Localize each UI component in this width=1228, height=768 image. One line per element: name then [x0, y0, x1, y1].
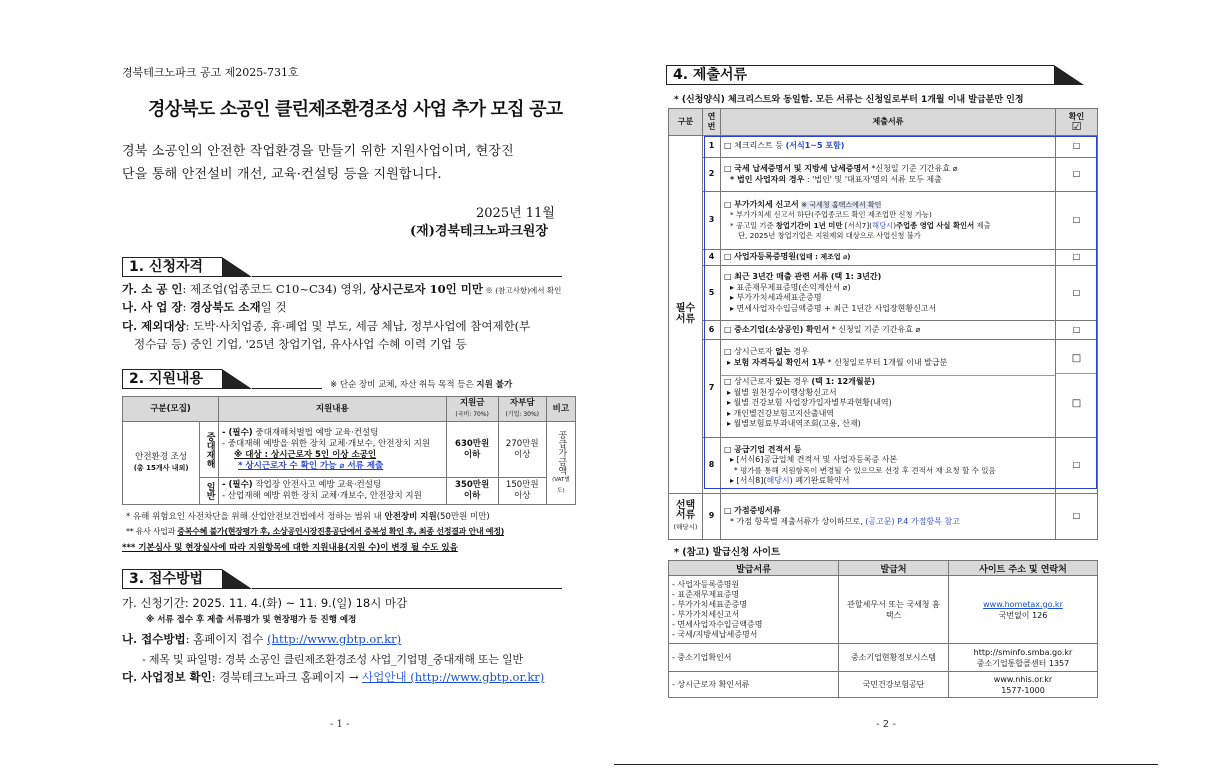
page-number-1: - 1 - — [330, 719, 350, 730]
eligibility-a: 가. 소 공 인: 제조업(업종코드 C10~C34) 영위, 상시근로자 10인 미만 ※ (참고사항)에서 확인 — [122, 282, 562, 296]
doc-7: □ 상시근로자 없는 경우 ▸ 보험 자격득실 확인서 1부 * 신청일로부터 1개월 이내 발급분 □ 상시근로자 있는 경우 (택 1: 12개월분) ▸ 월별 원천징수이행상황신고서 ▸ 월별 건강보험 사업장가입자별부과현황(내역) ▸ 개인별건강보험고지산출내역 ▸ 월별보험료부과내역조회(고용, 산재) — [721, 340, 1056, 438]
check-2[interactable]: □ — [1056, 158, 1098, 192]
serious-content: - (필수) 중대재해처벌법 예방 교육·컨설팅 - 중대재해 예방을 위한 장치 교체·개보수, 안전장치 지원 ※ 대상 : 상시근로자 5인 이상 소공인 * 상시근로자 수 확인 가능 ⌀ 서류 제출 — [219, 422, 447, 478]
section-2-note: ※ 단순 장비 교체, 자산 취득 목적 등은 지원 불가 — [330, 380, 513, 390]
doc-9: □ 가점증빙서류 * 가점 항목별 제출서류가 상이하므로, (공고문) P.4 가점항목 참고 — [721, 494, 1056, 540]
ref-r2-site: http://sminfo.smba.go.kr 중소기업통합콜센터 1357 — [949, 644, 1098, 672]
check-3[interactable]: □ — [1056, 192, 1098, 250]
section-2-heading: 2. 지원내용 — [122, 369, 222, 389]
ref-r2-doc: - 중소기업확인서 — [669, 644, 839, 672]
col-check: 확인 ☑ — [1056, 109, 1098, 136]
ref-doc-item: - 부가가치세표준증명 — [672, 599, 747, 609]
ref-doc-item: - 표준재무제표증명 — [672, 589, 740, 599]
check-8[interactable]: □ — [1056, 438, 1098, 494]
general-support: 350만원 이하 — [446, 478, 498, 505]
reference-table — [668, 560, 1098, 698]
apply-period: 가. 신청기간: 2025. 11. 4.(화) ~ 11. 9.(일) 18시 마감 — [122, 596, 408, 610]
ref-r2-org: 중소기업현황정보시스템 — [839, 644, 949, 672]
cat-optional: 선택 서류 (해당시) — [669, 494, 703, 540]
footnote-2: ** 유사 사업과 중복수혜 불가(현장평가 후, 소상공인시장진흥공단에서 중복성 확인 후, 최종 선정결과 안내 예정) — [126, 527, 505, 536]
col-support: 지원금 (국비: 70%) — [446, 397, 498, 422]
check-7a[interactable]: □ — [1056, 344, 1097, 374]
page-number-2: - 2 - — [876, 719, 896, 730]
issuer: (재)경북테크노파크원장 — [410, 224, 548, 239]
col-self: 자부담 (기업: 30%) — [498, 397, 546, 422]
support-table — [122, 396, 576, 505]
section-2-rule — [252, 388, 322, 389]
col-no: 연번 — [703, 109, 721, 136]
intro-line-2: 단을 통해 안전설비 개선, 교육·컨설팅 등을 지원합니다. — [122, 167, 442, 182]
nhis-link[interactable]: www.nhis.or.kr — [993, 674, 1053, 684]
issue-date: 2025년 11월 — [476, 206, 555, 221]
doc-1: □ 체크리스트 등 (서식1~5 포함) — [721, 136, 1056, 158]
section-1-rule — [252, 276, 562, 277]
doc-6: □ 중소기업(소상공인) 확인서 * 신청일 기준 기간유효 ⌀ — [721, 321, 1056, 340]
footnote-3: *** 기본심사 및 현장실사에 따라 지원항목에 대한 지원내용(지원 수)이 변경 될 수도 있음 — [122, 543, 458, 553]
check-1[interactable]: □ — [1056, 136, 1098, 158]
section-1-heading: 1. 신청자격 — [122, 257, 222, 277]
check-6[interactable]: □ — [1056, 321, 1098, 340]
ref-doc-item: - 면세사업자수입금액증명 — [672, 619, 763, 629]
note-cell: 공급가금액 (VAT별도) — [546, 422, 575, 505]
ref-doc-item: - 사업자등록증명원 — [672, 579, 740, 589]
level-general: 일반 — [200, 478, 219, 505]
hometax-link[interactable]: www.hometax.go.kr — [983, 599, 1063, 609]
ref-r1-org: 관할세무서 또는 국세청 홈택스 — [839, 576, 949, 644]
col-note: 비고 — [546, 397, 575, 422]
apply-period-note: ※ 서류 접수 후 제출 서류평가 및 현장평가 등 진행 예정 — [146, 615, 357, 625]
ref-r1-site: www.hometax.go.kr 국번없이 126 — [949, 576, 1098, 644]
serious-self: 270만원 이상 — [498, 422, 546, 478]
documents-table: 구분 연번 제출서류 확인 ☑ 필수 서류 1 □ 체크리스트 등 (서식1~5 포함) □ 2 □ 국세 납세증명서 및 지방세 납세증명서 *신청일 기준 기간유효 ⌀ * 법인 사업자의 경우 : '법인' 및 '대표자'명의 서류 모두 제출 □ 3 □ 부가가치세 신고서 ※ 국세청 홈택스에서 확인 * 부가가치세 신고서 하단(주업종코드 확인 제조업만 신청 가능) * 공고일 기준 창업기간이 1년 미만 [서식7](해당시)주업종 영업 사실 확인서 제출 단, 2025년 창업기업은 지원제외 대상으로 사업신청 불가 □ 4 □ 사업자등록증명원(업태 : 제조업 ⌀) □ 5 □ 최근 3년간 매출 관련 서류 (택 1: 3년간) ▸ 표준재무제표증명(손익계산서 ⌀) ▸ 부가가치세과세표준증명 ▸ 면세사업자수입금액증명 + 최근 1년간 사업장현황신고서 □ 6 □ 중소기업(소상공인) 확인서 * 신청일 기준 기간유효 ⌀ □ 7 □ 상시근로자 없는 경우 ▸ 보험 자격득실 확인서 1부 * 신청일로부터 1개월 이내 발급분 □ 상시근로자 있는 경우 (택 1: 12개월분) ▸ 월별 원천징수이행상황신고서 ▸ 월별 건강보험 사업장가입자별부과현황(내역) ▸ 개인별건강보험고지산출내역 ▸ 월별보험료부과내역조회(고용, 산재) □ □ 8 □ 공급기업 견적서 등 ▸ [서식6]공급업체 견적서 및 사업자등록증 사본 * 평가를 통해 지원항목이 변경될 수 있으므로 선정 후 견적서 재 요청 할 수 있음 ▸ [서식8](해당시) 폐기완료확약서 □ 선택 서류 (해당시) 9 □ 가점증빙서류 * 가점 항목별 제출서류가 상이하므로, (공고문) P.4 가점항목 참고 □ — [668, 108, 1098, 540]
sminfo-link[interactable]: http://sminfo.smba.go.kr — [973, 647, 1073, 657]
ref-r1-docs — [669, 576, 839, 644]
general-content: - (필수) 작업장 안전사고 예방 교육·컨설팅 - 산업재해 예방 위한 장치 교체·개보수, 안전장치 지원 — [219, 478, 447, 505]
check-7b[interactable]: □ — [1071, 397, 1082, 409]
ref-doc-item: - 부가가치세신고서 — [672, 609, 740, 619]
gbtp-link[interactable]: (http://www.gbtp.or.kr) — [267, 632, 402, 646]
check-9[interactable]: □ — [1056, 494, 1098, 540]
col-doc: 제출서류 — [721, 109, 1056, 136]
category-cell: 안전환경 조성 (총 15개사 내외) — [123, 422, 200, 505]
ref-r3-org: 국민건강보험공단 — [839, 672, 949, 698]
ref-col-org: 발급처 — [839, 561, 949, 576]
required-highlight — [704, 136, 1097, 489]
document-title: 경상북도 소공인 클린제조환경조성 사업 추가 모집 공고 — [148, 99, 563, 120]
file-name-rule: - 제목 및 파일명: 경북 소공인 클린제조환경조성 사업_기업명_중대재해 또는 일반 — [142, 653, 523, 666]
ref-title: * (참고) 발급신청 사이트 — [674, 547, 781, 558]
section-4-note: * (신청양식) 체크리스트와 동일함. 모든 서류는 신청일로부터 1개월 이내 발급분만 인정 — [674, 95, 1024, 105]
general-self: 150만원 이상 — [498, 478, 546, 505]
bottom-rule — [614, 764, 1158, 765]
ref-col-doc: 발급서류 — [669, 561, 839, 576]
apply-method: 나. 접수방법: 홈페이지 접수 (http://www.gbtp.or.kr) — [122, 632, 402, 646]
eligibility-c: 다. 제외대상: 도박·사치업종, 휴·폐업 및 부도, 세금 체납, 정부사업에 참여제한(부 — [122, 319, 531, 333]
eligibility-b: 나. 사 업 장: 경상북도 소재일 것 — [122, 300, 287, 314]
ref-col-site: 사이트 주소 및 연락처 — [949, 561, 1098, 576]
col-content: 지원내용 — [219, 397, 447, 422]
doc-2: □ 국세 납세증명서 및 지방세 납세증명서 *신청일 기준 기간유효 ⌀ * 법인 사업자의 경우 : '법인' 및 '대표자'명의 서류 모두 제출 — [721, 158, 1056, 192]
business-info-link[interactable]: 사업안내 (http://www.gbtp.or.kr) — [362, 670, 545, 684]
check-4[interactable]: □ — [1056, 250, 1098, 266]
col-cat: 구분 — [669, 109, 703, 136]
level-serious: 중대재해 — [200, 422, 219, 478]
cat-required: 필수 서류 — [669, 136, 703, 494]
col-category: 구분(모집) — [123, 397, 219, 422]
ref-doc-item: - 국세/지방세납세증명서 — [672, 629, 758, 639]
serious-support: 630만원 이하 — [446, 422, 498, 478]
ref-r3-doc: - 상시근로자 확인서류 — [669, 672, 839, 698]
doc-4: □ 사업자등록증명원(업태 : 제조업 ⌀) — [721, 250, 1056, 266]
doc-8: □ 공급기업 견적서 등 ▸ [서식6]공급업체 견적서 및 사업자등록증 사본 * 평가를 통해 지원항목이 변경될 수 있으므로 선정 후 견적서 재 요청 할 수 있음 ▸ [서식8](해당시) 폐기완료확약서 — [721, 438, 1056, 494]
intro-line-1: 경북 소공인의 안전한 작업환경을 만들기 위한 지원사업이며, 현장진 — [122, 144, 514, 159]
business-info: 다. 사업정보 확인: 경북테크노파크 홈페이지 → 사업안내 (http://www.gbtp.or.kr) — [122, 670, 545, 684]
doc-3: □ 부가가치세 신고서 ※ 국세청 홈택스에서 확인 * 부가가치세 신고서 하단(주업종코드 확인 제조업만 신청 가능) * 공고일 기준 창업기간이 1년 미만 [서식7](해당시)주업종 영업 사실 확인서 제출 단, 2025년 창업기업은 지원제외 대상으로 사업신청 불가 — [721, 192, 1056, 250]
footnote-1: * 유해 위험요인 사전차단을 위해 산업안전보건법에서 정하는 범위 내 안전장비 지원(50만원 미만) — [126, 512, 490, 522]
check-5[interactable]: □ — [1056, 266, 1098, 321]
document-page-2 — [614, 0, 1228, 768]
section-3-rule — [252, 588, 562, 589]
eligibility-c-cont: 정수급 등) 중인 기업, '25년 창업기업, 유사사업 수혜 이력 기업 등 — [134, 337, 467, 351]
section-4-heading: 4. 제출서류 — [666, 65, 1054, 85]
notice-number: 경북테크노파크 공고 제2025-731호 — [122, 66, 299, 79]
ref-r3-site: www.nhis.or.kr 1577-1000 — [949, 672, 1098, 698]
section-3-heading: 3. 접수방법 — [122, 569, 222, 589]
doc-5: □ 최근 3년간 매출 관련 서류 (택 1: 3년간) ▸ 표준재무제표증명(손익계산서 ⌀) ▸ 부가가치세과세표준증명 ▸ 면세사업자수입금액증명 + 최근 1년간 사업장현황신고서 — [721, 266, 1056, 321]
